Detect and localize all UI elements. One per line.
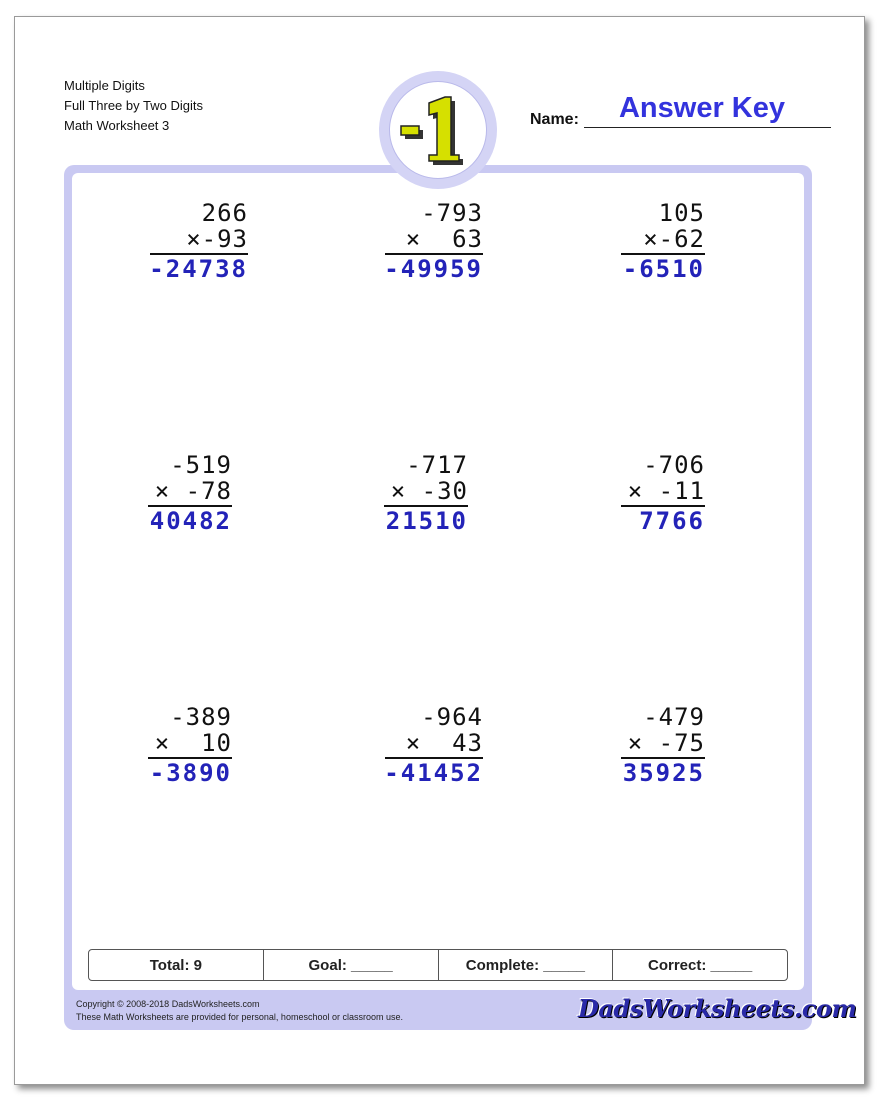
answer: 35925	[622, 759, 705, 787]
problem-6	[575, 452, 705, 535]
multiplicand: -519	[170, 451, 232, 479]
multiplicand: -389	[170, 703, 232, 731]
answer: 7766	[639, 507, 705, 535]
multiplier: × 10	[154, 729, 232, 757]
score-correct: Correct: _____	[648, 956, 753, 974]
problem-8	[353, 704, 483, 787]
header-line-worksheet: Math Worksheet 3	[64, 118, 170, 133]
problem-7	[102, 704, 232, 787]
minus-one-badge-icon	[389, 81, 487, 179]
problem-4	[102, 452, 232, 535]
usage-notice: These Math Worksheets are provided for personal, homeschool or classroom use.	[76, 1012, 403, 1022]
answer: -24738	[149, 255, 248, 283]
multiplicand: -479	[643, 703, 705, 731]
answer: 21510	[385, 507, 468, 535]
problem-3	[575, 200, 705, 283]
multiplier: × -11	[627, 477, 705, 505]
multiplier: × -30	[390, 477, 468, 505]
multiplier: × 63	[405, 225, 483, 253]
site-logo: DadsWorksheets.com	[578, 994, 857, 1023]
score-complete: Complete: _____	[439, 950, 614, 980]
problem-2	[353, 200, 483, 283]
name-value: Answer Key	[618, 92, 785, 124]
problem-1	[118, 200, 248, 283]
name-underline	[584, 127, 831, 128]
problem-panel	[72, 173, 804, 990]
multiplier: × 43	[405, 729, 483, 757]
problem-9	[575, 704, 705, 787]
multiplicand: -706	[643, 451, 705, 479]
answer: -6510	[622, 255, 705, 283]
answer: 40482	[149, 507, 232, 535]
multiplicand: -717	[406, 451, 468, 479]
multiplier: × -75	[627, 729, 705, 757]
multiplier: ×-62	[643, 225, 705, 253]
answer: -3890	[149, 759, 232, 787]
header-line-topic: Full Three by Two Digits	[64, 98, 203, 113]
copyright-text: Copyright © 2008-2018 DadsWorksheets.com	[76, 999, 260, 1009]
name-label: Name:	[530, 111, 579, 128]
header-line-subject: Multiple Digits	[64, 78, 145, 93]
problem-5	[338, 452, 468, 535]
answer: -49959	[384, 255, 483, 283]
multiplier: ×-93	[186, 225, 248, 253]
multiplicand: 266	[201, 199, 248, 227]
answer: -41452	[384, 759, 483, 787]
score-bar	[88, 949, 788, 981]
score-goal: Goal: _____	[264, 950, 439, 980]
multiplier: × -78	[154, 477, 232, 505]
multiplicand: -964	[421, 703, 483, 731]
multiplicand: 105	[658, 199, 705, 227]
score-total: Total: 9	[89, 950, 264, 980]
multiplicand: -793	[421, 199, 483, 227]
